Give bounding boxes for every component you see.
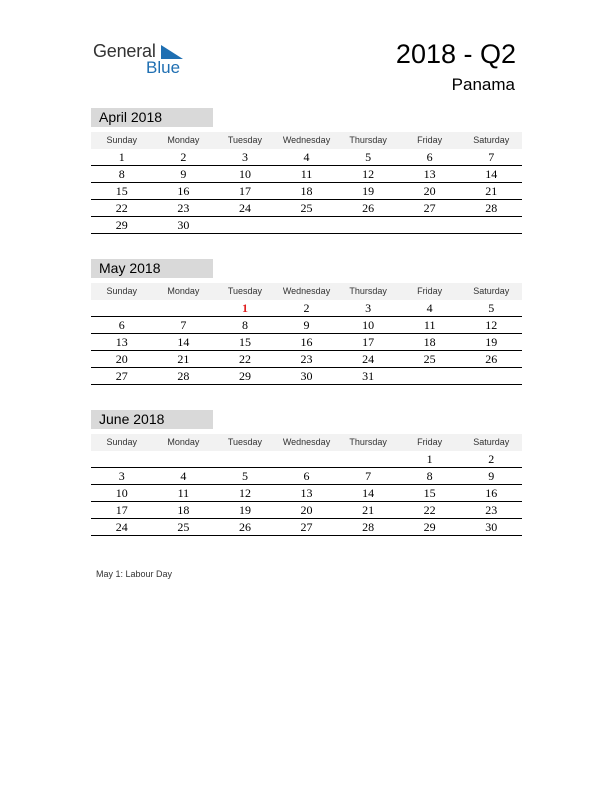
- day-cell: 17: [238, 184, 251, 198]
- day-cell: 7: [180, 318, 187, 332]
- day-cell: 20: [115, 352, 128, 366]
- weekday-label: Tuesday: [227, 437, 263, 447]
- day-cell: 22: [238, 352, 251, 366]
- day-cell: 11: [177, 486, 190, 500]
- weekday-label: Sunday: [106, 437, 138, 447]
- logo: [93, 41, 193, 81]
- day-cell: 23: [485, 503, 498, 517]
- day-cell: [91, 300, 153, 316]
- weekday-label: Monday: [167, 135, 200, 145]
- day-cell: 24: [362, 352, 375, 366]
- weekday-header-row: [91, 283, 522, 300]
- week-row: [91, 149, 522, 166]
- day-cell: [153, 300, 215, 316]
- weekday-header-row: [91, 434, 522, 451]
- holiday-note: May 1: Labour Day: [96, 569, 173, 579]
- day-cell: 15: [115, 184, 128, 198]
- day-cell: 26: [362, 201, 375, 215]
- day-cell: 19: [238, 503, 251, 517]
- day-cell: 6: [303, 469, 310, 483]
- day-cell: [276, 217, 338, 233]
- day-cell: [399, 217, 461, 233]
- day-cell: 22: [423, 503, 436, 517]
- day-cell: 27: [115, 369, 128, 383]
- day-cell: 3: [241, 150, 248, 164]
- weekday-label: Friday: [417, 437, 443, 447]
- day-cell: 16: [485, 486, 498, 500]
- day-cell: [214, 217, 276, 233]
- day-cell: 29: [115, 218, 128, 232]
- day-cell: [337, 217, 399, 233]
- day-cell: 16: [177, 184, 190, 198]
- day-cell: [460, 368, 522, 384]
- day-cell: 15: [238, 335, 251, 349]
- day-cell: 26: [238, 520, 251, 534]
- day-cell: 26: [485, 352, 498, 366]
- week-row: [91, 502, 522, 519]
- day-cell: 7: [365, 469, 372, 483]
- day-cell: 25: [423, 352, 436, 366]
- day-cell: 31: [362, 369, 375, 383]
- day-cell: 18: [300, 184, 313, 198]
- weekday-label: Tuesday: [227, 286, 263, 296]
- week-row: [91, 519, 522, 536]
- day-cell: 12: [362, 167, 375, 181]
- weekday-label: Saturday: [473, 286, 510, 296]
- day-cell: 13: [115, 335, 128, 349]
- day-cell: 24: [115, 520, 128, 534]
- day-cell: 14: [362, 486, 375, 500]
- day-cell: 29: [423, 520, 436, 534]
- day-cell: 2: [488, 452, 495, 466]
- day-cell: 30: [300, 369, 313, 383]
- day-cell: 11: [300, 167, 313, 181]
- day-cell: 23: [300, 352, 313, 366]
- day-cell: 18: [177, 503, 190, 517]
- day-cell: 25: [177, 520, 190, 534]
- logo-triangle-icon: [159, 45, 183, 59]
- day-cell: 14: [485, 167, 498, 181]
- month-block: [91, 108, 522, 234]
- day-cell: 6: [426, 150, 433, 164]
- day-cell: 8: [118, 167, 125, 181]
- day-cell: [460, 217, 522, 233]
- month-block: [91, 259, 522, 385]
- day-cell: [337, 451, 399, 467]
- day-cell: 3: [118, 469, 125, 483]
- weekday-label: Monday: [167, 286, 200, 296]
- day-cell: 27: [423, 201, 436, 215]
- weekday-label: Tuesday: [227, 135, 263, 145]
- weekday-label: Saturday: [473, 437, 510, 447]
- day-cell: 9: [488, 469, 495, 483]
- week-row: [91, 183, 522, 200]
- day-cell: 18: [423, 335, 436, 349]
- day-cell: 24: [238, 201, 251, 215]
- day-cell: 28: [362, 520, 375, 534]
- month-block: [91, 410, 522, 536]
- weekday-label: Wednesday: [282, 437, 331, 447]
- day-cell: 6: [118, 318, 125, 332]
- day-cell: 1: [118, 150, 125, 164]
- day-cell: 30: [177, 218, 190, 232]
- country-name: Panama: [451, 75, 515, 94]
- day-cell: 20: [423, 184, 436, 198]
- day-cell: 5: [241, 469, 248, 483]
- day-cell: 27: [300, 520, 313, 534]
- day-cell: 17: [362, 335, 375, 349]
- weekday-label: Sunday: [106, 286, 138, 296]
- weekday-label: Friday: [417, 135, 443, 145]
- day-cell: 3: [365, 301, 372, 315]
- day-cell: 28: [177, 369, 190, 383]
- day-cell: [399, 368, 461, 384]
- week-row: [91, 351, 522, 368]
- day-cell: 20: [300, 503, 313, 517]
- day-cell: 28: [485, 201, 498, 215]
- day-cell: 4: [426, 301, 433, 315]
- logo-text-general: General: [93, 41, 156, 61]
- day-cell: 30: [485, 520, 498, 534]
- day-cell: 14: [177, 335, 190, 349]
- day-cell: 9: [303, 318, 310, 332]
- day-cell: 25: [300, 201, 313, 215]
- week-row: [91, 468, 522, 485]
- week-row: [91, 485, 522, 502]
- day-cell: 13: [300, 486, 313, 500]
- day-cell: 21: [485, 184, 498, 198]
- day-cell: 13: [423, 167, 436, 181]
- week-row: [91, 334, 522, 351]
- day-cell: 16: [300, 335, 313, 349]
- week-row: [91, 300, 522, 317]
- month-title: April 2018: [91, 108, 213, 127]
- day-cell: [214, 451, 276, 467]
- weekday-label: Wednesday: [282, 135, 331, 145]
- day-cell: [153, 451, 215, 467]
- day-cell: 12: [485, 318, 498, 332]
- weekday-label: Saturday: [473, 135, 510, 145]
- day-cell: [91, 451, 153, 467]
- day-cell: 1: [426, 452, 433, 466]
- month-title: June 2018: [91, 410, 213, 429]
- day-cell: 10: [362, 318, 375, 332]
- day-cell: 11: [423, 318, 436, 332]
- day-cell: 29: [238, 369, 251, 383]
- month-title: May 2018: [91, 259, 213, 278]
- day-cell: 5: [488, 301, 495, 315]
- weekday-label: Sunday: [106, 135, 138, 145]
- week-row: [91, 200, 522, 217]
- day-cell: 21: [177, 352, 190, 366]
- page-title: 2018 - Q2: [395, 39, 516, 69]
- weekday-label: Monday: [167, 437, 200, 447]
- weekday-label: Thursday: [349, 135, 387, 145]
- day-cell: 5: [365, 150, 372, 164]
- week-row: [91, 217, 522, 234]
- weekday-header-row: [91, 132, 522, 149]
- day-cell: 1: [241, 301, 248, 315]
- day-cell: 9: [180, 167, 187, 181]
- weekday-label: Friday: [417, 286, 443, 296]
- day-cell: 15: [423, 486, 436, 500]
- week-row: [91, 166, 522, 183]
- day-cell: 8: [241, 318, 248, 332]
- day-cell: 10: [115, 486, 128, 500]
- week-row: [91, 317, 522, 334]
- day-cell: 21: [362, 503, 375, 517]
- day-cell: [276, 451, 338, 467]
- day-cell: 19: [362, 184, 375, 198]
- day-cell: 17: [115, 503, 128, 517]
- day-cell: 19: [485, 335, 498, 349]
- day-cell: 23: [177, 201, 190, 215]
- day-cell: 8: [426, 469, 433, 483]
- day-cell: 22: [115, 201, 128, 215]
- weekday-label: Thursday: [349, 286, 387, 296]
- day-cell: 2: [303, 301, 310, 315]
- day-cell: 4: [180, 469, 187, 483]
- weekday-label: Thursday: [349, 437, 387, 447]
- weekday-label: Wednesday: [282, 286, 331, 296]
- day-cell: 2: [180, 150, 187, 164]
- week-row: [91, 451, 522, 468]
- day-cell: 7: [488, 150, 495, 164]
- day-cell: 4: [303, 150, 310, 164]
- day-cell: 10: [238, 167, 251, 181]
- week-row: [91, 368, 522, 385]
- day-cell: 12: [238, 486, 251, 500]
- logo-text-blue: Blue: [146, 58, 181, 77]
